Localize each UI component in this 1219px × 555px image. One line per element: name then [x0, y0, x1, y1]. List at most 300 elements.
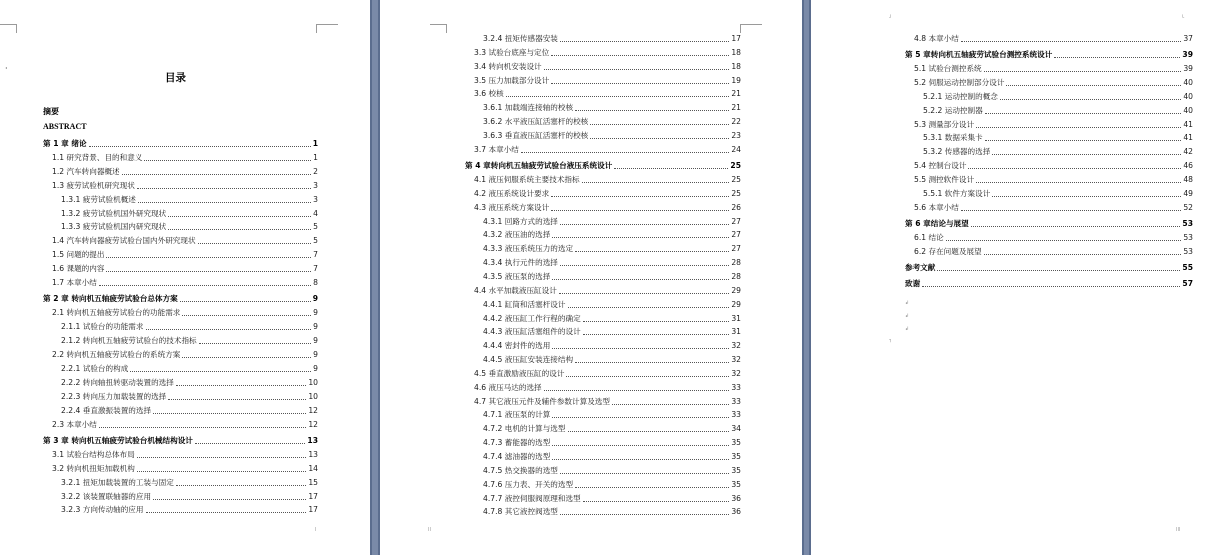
toc-entry[interactable] [61, 319, 318, 332]
toc-dot-leader [984, 71, 1182, 72]
toc-entry[interactable] [914, 158, 1193, 171]
toc-entry-title: 5.2.2 运动控制器 [923, 105, 983, 115]
toc-entry-title: 2.1.1 试验台的功能需求 [61, 322, 144, 332]
toc-dot-leader [137, 457, 306, 458]
toc-entry-title: 3.5 压力加载部分设计 [474, 75, 550, 85]
toc-dot-leader [961, 210, 1181, 211]
toc-dot-leader [575, 110, 729, 111]
toc-dot-leader [583, 501, 730, 502]
toc-dot-leader [566, 376, 729, 377]
toc-entry-title: 5.5 测控软件设计 [914, 175, 975, 184]
toc-entry[interactable] [914, 75, 1193, 88]
toc-dot-leader [946, 240, 1182, 241]
toc-entry-page: 13 [308, 449, 318, 459]
toc-dot-leader [568, 307, 730, 308]
toc-entry[interactable] [483, 421, 741, 434]
toc-entry-page: 18 [731, 47, 741, 57]
toc-entry-page: 4 [313, 208, 318, 218]
toc-entry[interactable] [914, 172, 1193, 185]
document-page-2 [380, 0, 802, 555]
toc-entry-page: 28 [731, 258, 741, 268]
toc-entry-title: 3.6.3 垂直液压缸活塞杆的校核 [483, 130, 589, 140]
toc-entry-page: 1 [313, 152, 318, 162]
toc-dot-leader [198, 243, 312, 244]
toc-entry[interactable] [465, 158, 741, 171]
toc-entry[interactable] [483, 352, 741, 365]
toc-dot-leader [575, 251, 729, 252]
toc-dot-leader [146, 512, 307, 513]
corner-mark: ┐ [889, 337, 893, 343]
toc-entry[interactable] [483, 100, 741, 113]
toc-entry[interactable] [52, 347, 318, 360]
toc-entry-page: 18 [731, 61, 741, 71]
toc-entry-title: 3.6.1 加载端连接轴的校核 [483, 103, 574, 113]
toc-entry-title: 4.5 垂直激励液压缸的设计 [474, 368, 565, 378]
toc-entry-title: 4.7.5 热交换器的选型 [483, 465, 558, 475]
toc-entry[interactable] [52, 447, 318, 460]
toc-entry-page: 13 [307, 435, 318, 445]
toc-entry-page: 10 [308, 377, 318, 387]
toc-entry-page: 27 [731, 216, 741, 226]
toc-entry[interactable] [923, 130, 1193, 143]
toc-entry-page: 27 [731, 230, 741, 240]
toc-entry-title: 5.4 控制台设计 [914, 161, 967, 171]
toc-entry-title: 3.2.1 扭矩加载装置的工装与固定 [61, 477, 174, 487]
toc-entry-title: 5.3.1 数据采集卡 [923, 133, 983, 143]
toc-entry-title: 1.5 问题的提出 [52, 250, 105, 260]
toc-dot-leader [976, 127, 1181, 128]
margin-corner-mark [324, 24, 338, 33]
toc-entry-title: 5.3 测量部分设计 [914, 119, 975, 129]
toc-entry[interactable] [52, 164, 318, 177]
margin-corner-mark [8, 24, 17, 33]
toc-entry-title: 3.4 转向机安装设计 [474, 61, 542, 71]
toc-entry-title: 6.1 结论 [914, 232, 944, 242]
toc-entry[interactable] [483, 227, 741, 240]
toc-dot-leader [992, 154, 1181, 155]
toc-entry[interactable] [483, 269, 741, 282]
toc-entry-title: 4.7.1 液压泵的计算 [483, 410, 551, 420]
toc-entry-page: 28 [731, 271, 741, 281]
toc-entry[interactable] [923, 144, 1193, 157]
toc-entry[interactable] [61, 206, 318, 219]
toc-entry-title: 第 4 章转向机五轴疲劳试验台液压系统设计 [465, 161, 613, 171]
toc-entry[interactable] [914, 200, 1193, 213]
toc-dot-leader [544, 69, 730, 70]
toc-entry-title: 5.5.1 软件方案设计 [923, 188, 991, 198]
toc-entry[interactable] [483, 128, 741, 141]
toc-entry-title: 4.2 液压系统设计要求 [474, 188, 550, 198]
toc-dot-leader [583, 334, 730, 335]
toc-entry[interactable] [483, 214, 741, 227]
toc-entry-page: 15 [308, 477, 318, 487]
toc-entry[interactable] [923, 186, 1193, 199]
page-number: II [428, 527, 431, 533]
toc-dot-leader [568, 431, 730, 432]
toc-entry-title: 1.3.2 疲劳试验机国外研究现状 [61, 208, 167, 218]
toc-entry-page: 48 [1183, 175, 1193, 184]
toc-entry-page: 9 [313, 363, 318, 373]
toc-entry[interactable] [52, 417, 318, 430]
toc-entry-title: 4.3.4 执行元件的选择 [483, 258, 558, 268]
toc-entry-page: 7 [313, 250, 318, 260]
toc-entry[interactable] [52, 305, 318, 318]
toc-entry-page: 9 [313, 308, 318, 318]
toc-dot-leader [614, 168, 728, 169]
toc-front-abstract-cn: 摘要 [43, 107, 59, 116]
toc-entry[interactable] [483, 407, 741, 420]
toc-entry[interactable] [61, 375, 318, 388]
toc-dot-leader [182, 315, 311, 316]
toc-entry[interactable] [52, 233, 318, 246]
toc-entry[interactable] [474, 73, 741, 86]
toc-entry-title: 4.4.5 液压缸安装连接结构 [483, 355, 574, 365]
toc-entry-title: 3.2.4 扭矩传感器安装 [483, 34, 558, 43]
toc-entry-title: 5.6 本章小结 [914, 202, 959, 212]
toc-dot-leader [544, 390, 730, 391]
toc-entry-page: 31 [731, 313, 741, 323]
toc-entry-title: 4.7.4 滤油器的选型 [483, 452, 551, 461]
toc-entry[interactable] [905, 47, 1193, 60]
toc-entry[interactable] [61, 361, 318, 374]
toc-entry[interactable] [52, 261, 318, 274]
toc-entry-title: 3.2.2 该装置联轴器的应用 [61, 491, 152, 501]
toc-entry-title: 3.1 试验台结构总体布局 [52, 449, 135, 459]
toc-entry-title: 4.7 其它液压元件及辅件参数计算及选型 [474, 396, 610, 406]
toc-dot-leader [583, 321, 730, 322]
page-separator [370, 0, 380, 555]
toc-entry[interactable] [483, 338, 741, 351]
corner-mark: └ [1181, 15, 1185, 21]
toc-dot-leader [552, 445, 729, 446]
toc-dot-leader [552, 459, 729, 460]
toc-entry[interactable] [914, 31, 1193, 44]
toc-entry[interactable] [43, 291, 318, 304]
toc-entry[interactable] [483, 477, 741, 490]
toc-entry-title: 1.3.1 疲劳试验机概述 [61, 194, 136, 204]
toc-entry-title: 2.1 转向机五轴疲劳试验台的功能需求 [52, 308, 181, 318]
toc-entry-page: 7 [313, 264, 318, 274]
toc-entry[interactable] [474, 394, 741, 407]
toc-entry-page: 35 [731, 452, 741, 461]
toc-entry-page: 5 [313, 236, 318, 246]
toc-entry-page: 23 [731, 130, 741, 140]
toc-entry[interactable] [61, 219, 318, 232]
toc-dot-leader [168, 216, 311, 217]
toc-entry-title: 5.1 试验台测控系统 [914, 64, 982, 74]
toc-entry-title: 4.7.6 压力表、开关的选型 [483, 479, 574, 489]
toc-entry[interactable] [483, 463, 741, 476]
toc-entry-title: 4.6 液压马达的选择 [474, 382, 542, 392]
toc-dot-leader [130, 371, 311, 372]
toc-dot-leader [1054, 57, 1180, 58]
toc-dot-leader [560, 265, 729, 266]
toc-entry-page: 2 [313, 166, 318, 176]
toc-entry[interactable] [61, 502, 318, 515]
toc-entry-title: 2.3 本章小结 [52, 419, 97, 429]
toc-entry-page: 39 [1182, 50, 1193, 60]
toc-entry[interactable] [905, 260, 1193, 273]
toc-entry[interactable] [61, 489, 318, 502]
toc-entry-page: 36 [731, 507, 741, 517]
toc-entry[interactable] [52, 461, 318, 474]
toc-entry-page: 14 [308, 463, 318, 473]
toc-dot-leader [551, 83, 729, 84]
toc-entry-page: 33 [731, 396, 741, 406]
toc-dot-leader [168, 229, 311, 230]
toc-entry[interactable] [474, 172, 741, 185]
toc-entry-page: 9 [313, 322, 318, 332]
toc-entry-title: 2.2.4 垂直激振装置的选择 [61, 405, 152, 415]
toc-entry[interactable] [43, 433, 318, 446]
paragraph-mark: ↲ [905, 300, 910, 306]
toc-entry-title: 4.7.8 其它液控阀选型 [483, 507, 558, 517]
toc-entry-page: 9 [312, 294, 318, 304]
toc-entry[interactable] [905, 276, 1193, 289]
toc-dot-leader [575, 487, 729, 488]
toc-entry-title: 3.7 本章小结 [474, 144, 519, 154]
toc-entry[interactable] [914, 117, 1193, 130]
toc-entry-page: 49 [1183, 188, 1193, 198]
toc-dot-leader [612, 404, 729, 405]
toc-entry-page: 12 [308, 405, 318, 415]
toc-entry-title: 4.4 水平加载液压缸设计 [474, 285, 557, 295]
toc-entry-page: 9 [313, 350, 318, 359]
document-page-1 [0, 0, 370, 555]
toc-entry-title: 3.3 试验台底座与定位 [474, 47, 550, 57]
toc-dot-leader [182, 357, 311, 358]
toc-dot-leader [106, 271, 311, 272]
toc-dot-leader [552, 417, 729, 418]
toc-entry-title: 4.1 液压伺服系统主要技术指标 [474, 175, 580, 184]
toc-entry-page: 22 [731, 117, 741, 127]
toc-dot-leader [153, 413, 306, 414]
toc-dot-leader [922, 286, 1180, 287]
toc-entry-title: 5.2 伺服运动控制部分设计 [914, 78, 1005, 88]
toc-entry[interactable] [914, 61, 1193, 74]
toc-entry-title: 4.4.2 液压缸工作行程的确定 [483, 313, 581, 323]
toc-entry-title: 4.3.1 回路方式的选择 [483, 216, 558, 226]
toc-entry-title: 2.2 转向机五轴疲劳试验台的系统方案 [52, 350, 181, 359]
toc-entry[interactable] [474, 380, 741, 393]
toc-entry[interactable] [61, 403, 318, 416]
toc-entry[interactable] [474, 142, 741, 155]
toc-entry[interactable] [483, 504, 741, 517]
toc-entry-page: 21 [731, 103, 741, 113]
toc-entry-page: 40 [1183, 78, 1193, 88]
toc-entry-title: 4.4.1 缸筒和活塞杆设计 [483, 299, 566, 309]
toc-entry-page: 12 [308, 419, 318, 429]
toc-entry-page: 34 [731, 424, 741, 434]
toc-entry-page: 41 [1183, 119, 1193, 129]
paragraph-mark: ↲ [905, 326, 910, 332]
toc-entry-title: 4.8 本章小结 [914, 34, 959, 43]
toc-dot-leader [971, 226, 1181, 227]
toc-entry-title: 5.3.2 传感器的选择 [923, 147, 991, 157]
toc-entry[interactable] [474, 366, 741, 379]
toc-entry-page: 41 [1183, 133, 1193, 143]
toc-entry-title: 4.4.4 密封件的选用 [483, 341, 551, 351]
toc-entry-title: 5.2.1 运动控制的概念 [923, 91, 998, 101]
toc-entry-page: 26 [731, 202, 741, 212]
toc-entry-title: 第 1 章 绪论 [43, 139, 87, 148]
toc-dot-leader [551, 210, 729, 211]
toc-entry[interactable] [483, 297, 741, 310]
toc-entry[interactable] [483, 449, 741, 462]
toc-dot-leader [961, 41, 1181, 42]
toc-dot-leader [138, 202, 311, 203]
toc-entry[interactable] [483, 255, 741, 268]
toc-entry-title: 3.2 转向机扭矩加载机构 [52, 463, 135, 473]
margin-corner-mark [438, 24, 447, 33]
page-number: I [315, 527, 317, 533]
toc-entry[interactable] [483, 491, 741, 504]
toc-entry[interactable] [914, 244, 1193, 257]
toc-entry-page: 19 [731, 75, 741, 85]
toc-dot-leader [1000, 99, 1181, 100]
toc-dot-leader [99, 285, 311, 286]
toc-entry[interactable] [474, 186, 741, 199]
toc-entry-title: 3.6.2 水平液压缸活塞杆的校核 [483, 117, 589, 127]
toc-entry[interactable] [923, 89, 1193, 102]
toc-entry-title: 4.4.3 液压缸活塞组件的设计 [483, 327, 581, 337]
toc-entry[interactable] [905, 216, 1193, 229]
toc-entry-title: 3.2.3 方向传动轴的应用 [61, 505, 144, 515]
toc-entry-page: 32 [731, 341, 741, 351]
toc-entry-page: 53 [1183, 232, 1193, 242]
toc-dot-leader [137, 471, 306, 472]
toc-dot-leader [984, 254, 1182, 255]
toc-dot-leader [195, 443, 306, 444]
toc-dot-leader [180, 301, 311, 302]
paragraph-mark: · [5, 64, 8, 73]
toc-dot-leader [521, 152, 729, 153]
toc-entry-page: 33 [731, 382, 741, 392]
toc-entry[interactable] [923, 103, 1193, 116]
toc-entry-page: 53 [1182, 219, 1193, 229]
toc-dot-leader [551, 55, 729, 56]
toc-entry-page: 21 [731, 89, 741, 99]
toc-entry-page: 25 [731, 175, 741, 184]
toc-entry-title: 1.6 课题的内容 [52, 264, 105, 274]
toc-entry-page: 52 [1183, 202, 1193, 212]
toc-dot-leader [985, 140, 1182, 141]
toc-entry-title: 2.2.1 试验台的构成 [61, 363, 129, 373]
toc-entry-page: 9 [313, 336, 318, 346]
toc-dot-leader [144, 160, 311, 161]
toc-entry[interactable] [61, 475, 318, 488]
toc-dot-leader [992, 196, 1181, 197]
toc-entry[interactable] [52, 275, 318, 288]
toc-entry[interactable] [61, 192, 318, 205]
toc-entry-page: 40 [1183, 91, 1193, 101]
toc-entry-page: 8 [313, 278, 318, 287]
toc-entry-title: 第 2 章 转向机五轴疲劳试验台总体方案 [43, 294, 178, 304]
toc-dot-leader [582, 182, 730, 183]
toc-entry-page: 5 [313, 222, 318, 232]
toc-entry-page: 35 [731, 465, 741, 475]
toc-entry-title: 4.3.3 液压系统压力的选定 [483, 244, 574, 254]
corner-mark: ┘ [889, 15, 893, 21]
toc-entry[interactable] [483, 324, 741, 337]
toc-entry-title: 4.7.3 蓄能器的选型 [483, 438, 551, 448]
toc-entry-page: 3 [313, 180, 318, 190]
toc-entry-page: 32 [731, 368, 741, 378]
toc-dot-leader [552, 348, 729, 349]
toc-entry-title: 4.3.5 液压泵的选择 [483, 271, 551, 281]
toc-dot-leader [551, 196, 729, 197]
toc-entry-page: 29 [731, 299, 741, 309]
toc-dot-leader [968, 168, 1181, 169]
toc-entry-page: 25 [731, 188, 741, 198]
toc-entry[interactable] [61, 389, 318, 402]
toc-entry-page: 35 [731, 438, 741, 448]
toc-entry[interactable] [52, 150, 318, 163]
toc-entry[interactable] [474, 45, 741, 58]
toc-entry[interactable] [52, 178, 318, 191]
toc-dot-leader [590, 124, 729, 125]
toc-entry-page: 42 [1183, 147, 1193, 157]
toc-entry-title: 2.2.2 转向轴扭转驱动装置的选择 [61, 377, 174, 387]
toc-entry-page: 17 [731, 34, 741, 43]
toc-entry-page: 55 [1182, 263, 1193, 273]
toc-dot-leader [506, 96, 730, 97]
toc-dot-leader [137, 188, 311, 189]
toc-dot-leader [99, 427, 306, 428]
toc-dot-leader [199, 343, 312, 344]
toc-dot-leader [89, 146, 311, 147]
toc-entry-title: 1.4 汽车转向器疲劳试验台国内外研究现状 [52, 236, 196, 246]
toc-entry[interactable] [483, 31, 741, 44]
paragraph-mark: ↲ [905, 313, 910, 319]
toc-dot-leader [552, 237, 729, 238]
toc-dot-leader [590, 138, 729, 139]
toc-entry-page: 57 [1182, 279, 1193, 289]
toc-entry[interactable] [483, 241, 741, 254]
toc-dot-leader [560, 514, 729, 515]
toc-dot-leader [122, 174, 312, 175]
toc-entry[interactable] [483, 114, 741, 127]
toc-entry-page: 53 [1183, 246, 1193, 256]
toc-entry-page: 25 [730, 161, 741, 171]
toc-entry[interactable] [914, 230, 1193, 243]
toc-entry-page: 33 [731, 410, 741, 420]
toc-dot-leader [146, 329, 312, 330]
toc-entry-title: 4.7.2 电机的计算与选型 [483, 424, 566, 434]
toc-entry[interactable] [474, 200, 741, 213]
toc-entry[interactable] [483, 311, 741, 324]
toc-dot-leader [153, 499, 306, 500]
page-number: III [1176, 527, 1181, 533]
toc-entry[interactable] [474, 59, 741, 72]
toc-entry[interactable] [43, 136, 318, 149]
margin-corner-mark [748, 24, 762, 33]
toc-entry-title: 1.3 疲劳试验机研究现状 [52, 180, 135, 190]
toc-dot-leader [176, 385, 306, 386]
toc-entry-page: 29 [731, 285, 741, 295]
toc-dot-leader [976, 182, 1181, 183]
toc-dot-leader [552, 279, 729, 280]
toc-dot-leader [560, 473, 729, 474]
toc-entry-title: 3.6 校核 [474, 89, 504, 99]
toc-entry[interactable] [474, 86, 741, 99]
toc-dot-leader [560, 41, 729, 42]
toc-entry[interactable] [483, 435, 741, 448]
toc-entry[interactable] [52, 247, 318, 260]
toc-entry[interactable] [474, 283, 741, 296]
toc-entry[interactable] [61, 333, 318, 346]
toc-entry-page: 3 [313, 194, 318, 204]
